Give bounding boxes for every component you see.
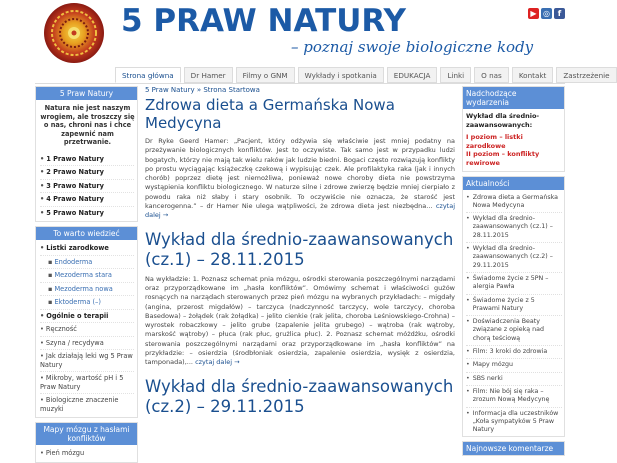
item-link[interactable]: Listki zarodkowe (46, 244, 109, 253)
bullet-icon: • (466, 274, 470, 282)
news-link[interactable]: Mapy mózgu (472, 361, 514, 369)
widget-to-warto-wiedziec (35, 226, 138, 418)
list-item[interactable] (40, 337, 134, 351)
nav-filmy[interactable]: Filmy o GNM (236, 67, 295, 83)
list-item[interactable] (466, 243, 562, 273)
nav-zastrzezenie[interactable]: Zastrzeżenie (556, 67, 616, 83)
item-link[interactable]: Ektoderma (–) (54, 298, 101, 307)
widget-title: To warto wiedzieć (36, 227, 137, 240)
nav-dr-hamer[interactable]: Dr Hamer (184, 67, 233, 83)
post-excerpt (145, 137, 455, 221)
bullet-icon: • (466, 245, 470, 253)
post (143, 377, 455, 417)
nav-kontakt[interactable]: Kontakt (512, 67, 554, 83)
list-item[interactable] (40, 180, 134, 194)
bullet-icon: • (466, 361, 470, 369)
bullet-icon: • (466, 387, 470, 395)
list-item[interactable] (466, 373, 562, 386)
list-item[interactable] (466, 346, 562, 359)
item-link[interactable]: Mikroby, wartość pH i 5 Praw Natury (40, 374, 124, 391)
news-link[interactable]: Wykład dla średnio-zaawansowanych (cz.1) – 28.11.2015 (472, 215, 553, 239)
post-title[interactable]: Zdrowa dieta a Germańska Nowa Medycyna (145, 96, 395, 132)
list-item[interactable] (40, 350, 134, 372)
widget-news (462, 176, 565, 438)
bullet-icon: • (40, 244, 45, 253)
widget-title: Mapy mózgu z hasłami konfliktów (36, 423, 137, 445)
news-link[interactable]: Doświadczenia Beaty związane z opieką nad chorą teściową (472, 318, 544, 342)
widget-mapy-mozgu (35, 422, 138, 463)
list-item[interactable] (40, 394, 134, 415)
bullet-icon: • (40, 352, 44, 361)
list-item[interactable] (40, 447, 134, 460)
list-item[interactable] (466, 192, 562, 214)
main-content (143, 86, 455, 416)
logo-mandala-icon[interactable] (35, 1, 113, 65)
widget-comments (462, 441, 565, 456)
list-item[interactable] (40, 207, 134, 220)
bullet-icon: ▪ (48, 271, 53, 280)
news-link[interactable]: Film: Nie bój się raka – zrozum Nową Medycynę (472, 387, 550, 404)
laws-list (36, 151, 137, 222)
post-title[interactable]: Wykład dla średnio-zaawansowanych (cz.1) – 28.11.2015 (145, 229, 454, 269)
list-item[interactable] (466, 408, 562, 437)
list-item[interactable] (466, 386, 562, 408)
event-level-1[interactable]: I poziom – listki zarodkowe (466, 133, 523, 150)
social-links (528, 8, 565, 19)
bullet-icon: ▪ (48, 298, 53, 307)
bullet-icon: • (40, 325, 44, 334)
item-link[interactable]: Pień mózgu (45, 449, 85, 458)
nav-wyklady[interactable]: Wykłady i spotkania (298, 67, 384, 83)
list-item[interactable] (40, 296, 134, 310)
bullet-icon: • (466, 318, 470, 326)
law-link[interactable]: 4 Prawo Natury (46, 195, 104, 204)
knowledge-list (36, 240, 137, 417)
bullet-icon: • (40, 181, 45, 190)
list-item[interactable] (40, 153, 134, 167)
law-link[interactable]: 1 Prawo Natury (46, 154, 104, 163)
youtube-icon[interactable]: ▶ (528, 8, 539, 19)
bullet-icon: • (40, 311, 45, 320)
list-item[interactable] (40, 166, 134, 180)
list-item[interactable] (40, 323, 134, 337)
bullet-icon: • (40, 208, 45, 217)
event-title[interactable]: Wykład dla średnio-zaawansowanych: (466, 112, 540, 129)
nav-linki[interactable]: Linki (440, 67, 471, 83)
list-item[interactable] (466, 273, 562, 295)
list-item[interactable] (40, 193, 134, 207)
bullet-icon: • (40, 396, 44, 405)
intro-text: Natura nie jest naszym wrogiem, ale troszczy się o nas, chroni nas i chce zapewnić nam przetrwanie. (40, 104, 135, 147)
bullet-icon: • (466, 215, 470, 223)
facebook-icon[interactable]: f (554, 8, 565, 19)
post-title[interactable]: Wykład dla średnio-zaawansowanych (cz.2) – 29.11.2015 (145, 376, 454, 416)
site-title[interactable]: 5 PRAW NATURY (121, 3, 407, 39)
list-item[interactable] (40, 310, 134, 324)
bullet-icon: • (40, 449, 44, 458)
law-link[interactable]: 2 Prawo Natury (46, 168, 104, 177)
widget-events (462, 86, 565, 172)
news-link[interactable]: Informacja dla uczestników „Koła sympatyków 5 Praw Natury (472, 409, 559, 434)
bullet-icon: • (40, 195, 45, 204)
list-item[interactable] (40, 283, 134, 297)
site-header (35, 0, 565, 66)
nav-o-nas[interactable]: O nas (474, 67, 509, 83)
rss-feed-icon[interactable]: ◎ (541, 8, 552, 19)
item-link[interactable]: Jak działają leki wg 5 Praw Natury (40, 352, 133, 369)
widget-title: Nadchodzące wydarzenia (463, 87, 564, 109)
bullet-icon: • (466, 193, 470, 201)
widget-title: Aktualności (463, 177, 564, 190)
post-excerpt (145, 275, 455, 368)
news-link[interactable]: Wykład dla średnio-zaawansowanych (cz.2) – 29.11.2015 (472, 245, 553, 269)
breadcrumb[interactable]: 5 Praw Natury » Strona Startowa (145, 86, 260, 94)
nav-strona-glowna[interactable]: Strona główna (115, 67, 181, 83)
list-item[interactable] (466, 359, 562, 372)
bullet-icon: • (466, 409, 470, 417)
news-link[interactable]: Film: 3 kroki do zdrowia (472, 348, 548, 356)
item-link[interactable]: Endoderma (54, 257, 93, 266)
site-tagline: – poznaj swoje biologiczne kody (291, 38, 534, 56)
left-sidebar (35, 86, 138, 458)
bullet-icon: • (40, 154, 45, 163)
news-list (463, 190, 564, 437)
read-more-link[interactable]: czytaj dalej → (195, 358, 240, 367)
list-item[interactable] (40, 242, 134, 256)
bullet-icon: • (466, 296, 470, 304)
item-link[interactable]: Mezoderma nowa (54, 284, 113, 293)
law-link[interactable]: 5 Prawo Natury (46, 208, 104, 217)
page-margin (0, 0, 35, 400)
news-link[interactable]: Zdrowa dieta a Germańska Nowa Medycyna (472, 193, 559, 209)
nav-edukacja[interactable]: EDUKACJA (387, 67, 438, 83)
widget-title: Najnowsze komentarze (463, 442, 564, 455)
page-wrapper (35, 0, 610, 458)
item-link[interactable]: Biologiczne znaczenie muzyki (40, 396, 119, 413)
list-item[interactable] (466, 316, 562, 346)
list-item[interactable] (466, 295, 562, 317)
post-excerpt-text: Na wykładzie: 1. Poznasz schemat pnia mózgu, ośrodki sterowania poszczególnymi narządami oraz przyporządkowane im „hasła konfliktów”. Omówimy schemat i właściwości gużów rosnących na narządach sterowanych przez pień mózgu na wybranych przykładach: – migdały (angina, przerost migdałów) – tarczyca (nadczynność tarczycy, wole tarczycy, choroba Basedowa) – żołądek (rak żołądka) – jelito cienkie (rak jelita, choroba Leśniowskiego-Crohna) – wyrostek robaczkowy – jelito grube (zapalenie jelita grubego) – wątroba (rak wątroby, marskość wątroby) – płuca (rak płuc, grużlica płuc). 2. Poznasz schemat móżdżku, ośrodki sterowania poszczególnymi narządami oraz przyporządkowane im „hasła konfliktów” na przykładzie: – osierdzia (środbłoniak osierdzia, zapalenie osierdzia, wysięk z osierdzia, tamponada),... (145, 274, 455, 367)
nav-divider (35, 83, 565, 84)
event-info (463, 109, 564, 171)
bullet-icon: • (466, 374, 470, 382)
news-link[interactable]: SBS nerki (472, 374, 503, 382)
list-item[interactable] (40, 256, 134, 270)
item-link[interactable]: Ręczność (45, 325, 77, 334)
list-item[interactable] (40, 269, 134, 283)
news-link[interactable]: Świadome życie z 5PN – alergia Pawła (472, 274, 549, 291)
read-more-link[interactable]: czytaj dalej → (145, 202, 455, 220)
item-link[interactable]: Szyna / recydywa (45, 338, 104, 347)
widget-5-praw-natury (35, 86, 138, 222)
bullet-icon: ▪ (48, 257, 53, 266)
right-sidebar (462, 86, 565, 454)
item-link[interactable]: Ogólnie o terapii (46, 311, 109, 320)
item-link[interactable]: Mezoderma stara (54, 271, 112, 280)
bullet-icon: ▪ (48, 284, 53, 293)
list-item[interactable] (466, 213, 562, 243)
post (143, 230, 455, 368)
post (143, 96, 455, 221)
event-level-2[interactable]: II poziom – konflikty rewirowe (466, 150, 540, 167)
widget-title: 5 Praw Natury (36, 87, 137, 100)
bullet-icon: • (40, 168, 45, 177)
bullet-icon: • (40, 374, 44, 383)
list-item[interactable] (40, 372, 134, 394)
law-link[interactable]: 3 Prawo Natury (46, 181, 104, 190)
bullet-icon: • (466, 348, 470, 356)
post-excerpt-text: Dr Ryke Geerd Hamer: „Pacjent, który odżywia się właściwie jest mniej podatny na przeżywanie biologicznych konfliktów. Jest to oczywiste. Tak samo jest w przypadku ludzi bogatych, którzy nie mają tak wielu raków jak ludzie biedni. Bogaci często rozwiązują konflikty po prostu wyciągając książeczkę czekową i wypisując czek. Ale profilaktyka raka (jak i innych chorób) poprzez dietę jest niemożliwa, ponieważ nowe choroby dieta nie powstrzyma wystąpienia konfliktu biologicznego. W naturze silne i zdrowe zwierzę będzie mniej cierpiało z powodu raka niż słaby i stary osobnik. To oczywiście nie oznacza, że starość jest kancerogenna.” – dr Hamer Nie ulega wątpliwości, że zdrowa dieta jest niezbędna... (145, 137, 455, 211)
news-link[interactable]: Świadome życie z 5 Prawami Natury (472, 296, 535, 312)
main-nav (115, 67, 617, 83)
brain-maps-list (36, 445, 137, 462)
bullet-icon: • (40, 338, 44, 347)
